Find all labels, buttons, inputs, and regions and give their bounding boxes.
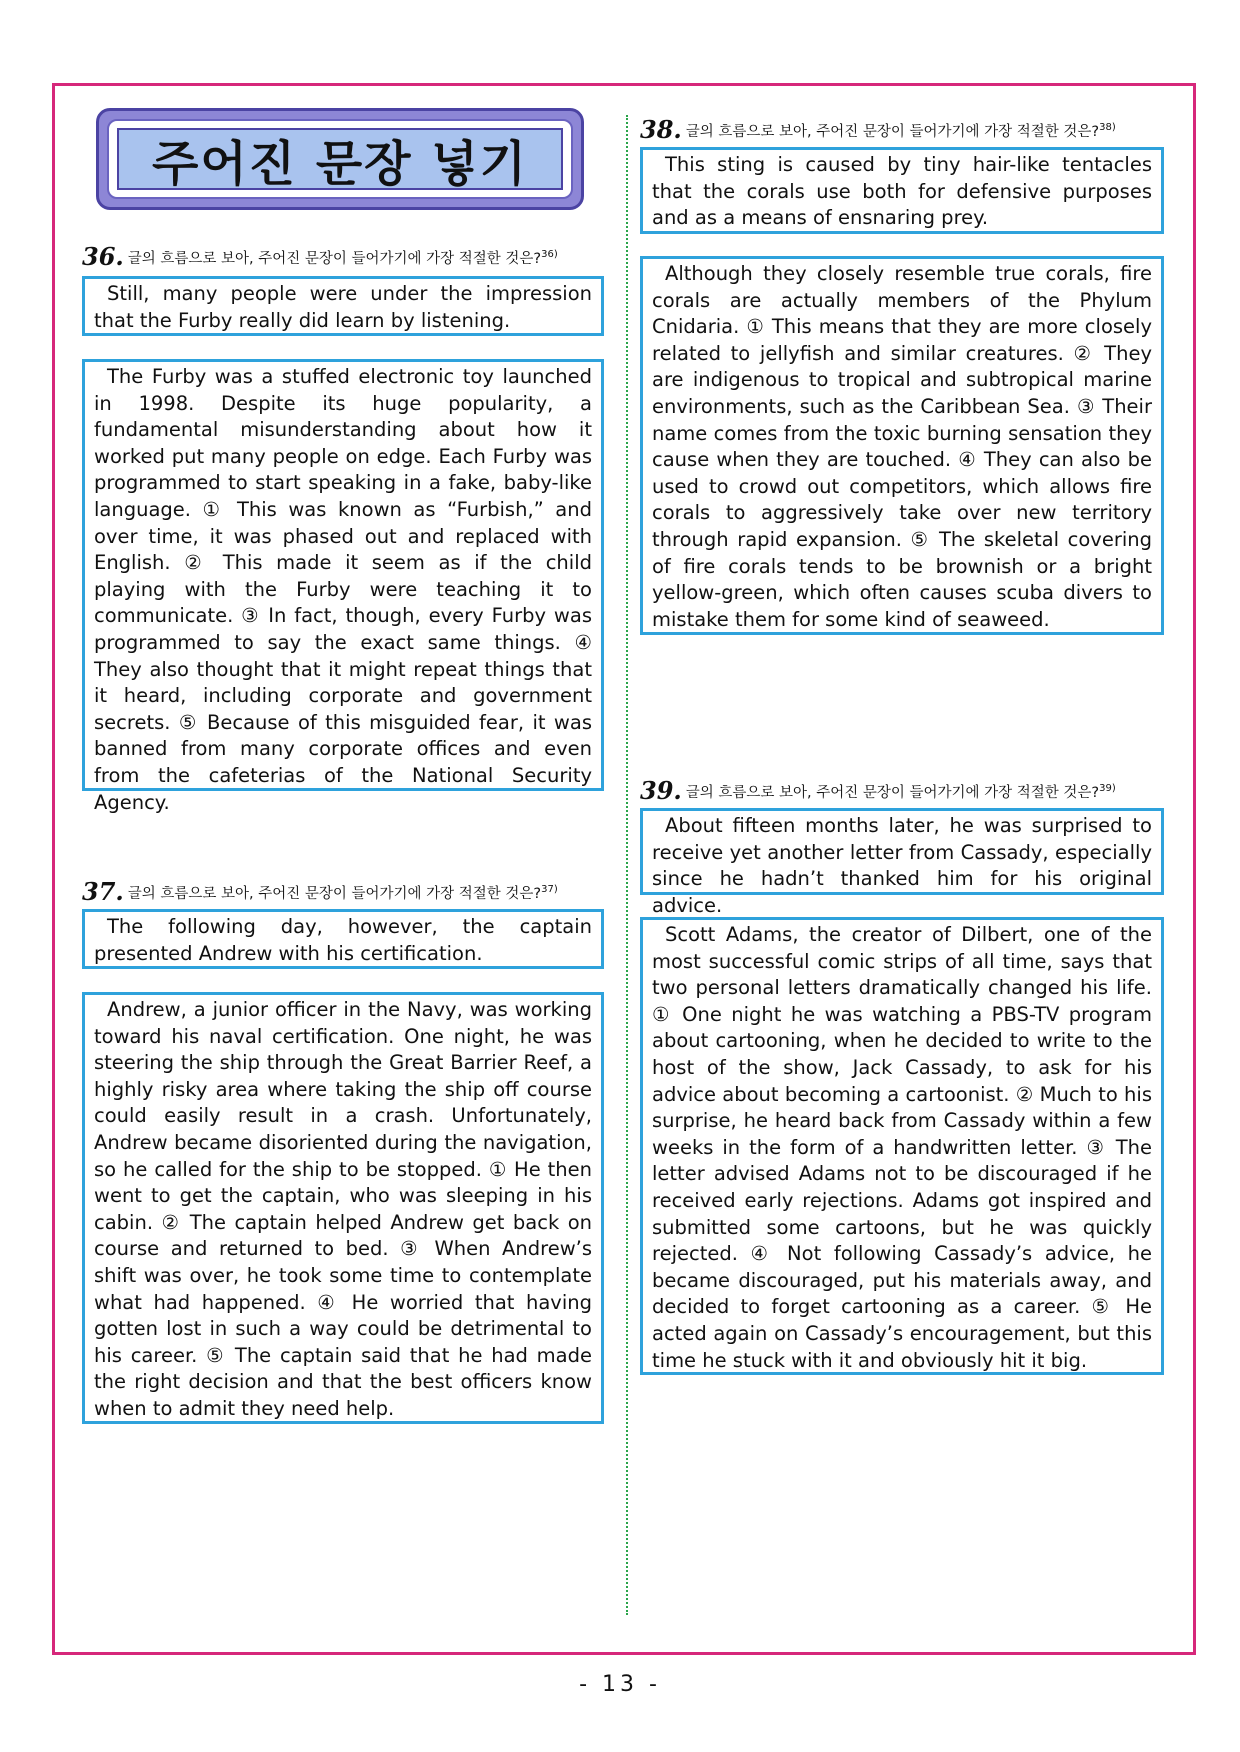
question-38-header [640,117,1116,143]
question-39-header [640,778,1116,804]
question-ref: 39) [1099,783,1116,794]
question-number: 38. [640,115,682,144]
question-39-passage: Scott Adams, the creator of Dilbert, one of the most successful comic strips of all time, says that two personal letters dramatically changed his life. ① One night he was watching a PBS-TV program about cartooning, when he decided to write to the host of the show, Jack Cassady, to ask for his advice about becoming a cartoonist. ② Much to his surprise, he heard back from Cassady within a few weeks in the form of a handwritten letter. ③ The letter advised Adams not to be discouraged if he received early rejections. Adams got inspired and submitted some cartoons, but he was quickly rejected. ④ Not following Cassady’s advice, he became discouraged, put his materials away, and decided to forget cartooning as a career. ⑤ He acted again on Cassady’s encouragement, but this time he stuck with it and obviously hit it big. [640,917,1164,1375]
question-38-given-sentence: This sting is caused by tiny hair-like tentacles that the corals use both for defensive purposes and as a means of ensnaring prey. [640,147,1164,234]
question-number: 39. [640,776,682,805]
title-banner-fill [117,128,563,190]
question-36-header [82,244,558,270]
section-title: 주어진 문장 넣기 [152,135,528,192]
question-number: 36. [82,242,124,271]
title-banner-frame [107,119,573,199]
section-title-banner [96,108,584,210]
question-ref: 37) [541,884,558,895]
question-number: 37. [82,877,124,906]
question-ref: 36) [541,249,558,260]
question-prompt: 글의 흐름으로 보아, 주어진 문장이 들어가기에 가장 적절한 것은? [685,124,1100,140]
question-37-header [82,879,558,905]
question-ref: 38) [1099,122,1116,133]
question-prompt: 글의 흐름으로 보아, 주어진 문장이 들어가기에 가장 적절한 것은? [127,251,542,267]
question-prompt: 글의 흐름으로 보아, 주어진 문장이 들어가기에 가장 적절한 것은? [685,785,1100,801]
column-divider [626,115,628,1615]
question-36-given-sentence: Still, many people were under the impression that the Furby really did learn by listening. [82,276,604,336]
question-38-passage: Although they closely resemble true corals, fire corals are actually members of the Phylum Cnidaria. ① This means that they are more closely related to jellyfish and similar creatures. ② They are indigenous to tropical and subtropical marine environments, such as the Caribbean Sea. ③ Their name comes from the toxic burning sensation they cause when they are touched. ④ They can also be used to crowd out competitors, which allows fire corals to aggressively take over new territory through rapid expansion. ⑤ The skeletal covering of fire corals tends to be brownish or a bright yellow-green, which often causes scuba divers to mistake them for some kind of seaweed. [640,256,1164,635]
page-number: - 13 - [579,1672,661,1697]
question-37-passage: Andrew, a junior officer in the Navy, was working toward his naval certification. One night, he was steering the ship through the Great Barrier Reef, a highly risky area where taking the ship off course could easily result in a crash. Unfortunately, Andrew became disoriented during the navigation, so he called for the ship to be stopped. ① He then went to get the captain, who was sleeping in his cabin. ② The captain helped Andrew get back on course and returned to bed. ③ When Andrew’s shift was over, he took some time to contemplate what had happened. ④ He worried that having gotten lost in such a way could be detrimental to his career. ⑤ The captain said that he had made the right decision and that the best officers know when to admit they need help. [82,992,604,1424]
question-prompt: 글의 흐름으로 보아, 주어진 문장이 들어가기에 가장 적절한 것은? [127,886,542,902]
question-39-given-sentence: About fifteen months later, he was surprised to receive yet another letter from Cassady, especially since he hadn’t thanked him for his original advice. [640,808,1164,895]
question-36-passage: The Furby was a stuffed electronic toy launched in 1998. Despite its huge popularity, a fundamental misunderstanding about how it worked put many people on edge. Each Furby was programmed to start speaking in a fake, baby-like language. ① This was known as “Furbish,” and over time, it was phased out and replaced with English. ② This made it seem as if the child playing with the Furby were teaching it to communicate. ③ In fact, though, every Furby was programmed to say the exact same things. ④ They also thought that it might repeat things that it heard, including corporate and government secrets. ⑤ Because of this misguided fear, it was banned from many corporate offices and even from the cafeterias of the National Security Agency. [82,359,604,791]
question-37-given-sentence: The following day, however, the captain presented Andrew with his certification. [82,909,604,969]
